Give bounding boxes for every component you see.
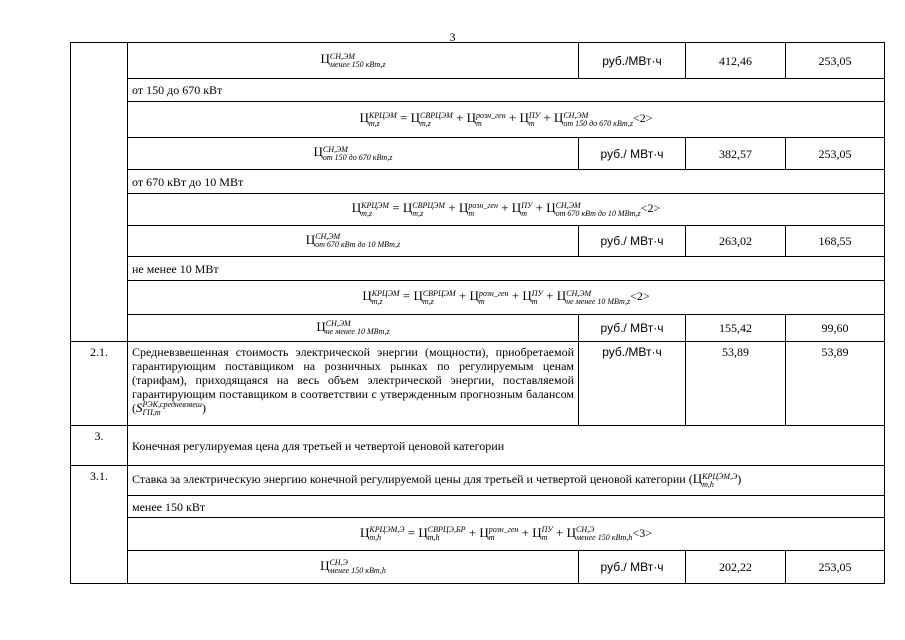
table-row (71, 496, 885, 518)
value-2-cell: 99,60 (786, 315, 885, 342)
row-number: 2.1. (71, 342, 128, 426)
tariff-table (70, 42, 885, 584)
table-row (71, 426, 885, 466)
description-cell: Средневзвешенная стоимость электрической энергии (мощности), приобретаемой гарантирующим поставщиком на розничных рынках по регулируемым ценам (тарифам), приходящаяся на весь объем электрической энергии, поставляемой гарантирующим поставщиком в соответствии с утвержденным прогнозным балансом (S РЭК,средневзвеш ГП,m ) (128, 342, 579, 426)
section-heading: Конечная регулируемая цена для третьей и четвертой ценовой категории (128, 426, 885, 466)
value-1-cell: 202,22 (686, 551, 786, 584)
value-1-cell: 412,46 (686, 43, 786, 79)
range-label: менее 150 кВт (128, 496, 885, 518)
page-number: 3 (449, 30, 456, 44)
table-row (71, 315, 885, 342)
table-row (71, 43, 885, 79)
value-1-cell: 53,89 (686, 342, 786, 426)
formula-cell: Ц КРЦЭМ,Э m,h = Ц СВРЦЭ,БР m,h + Ц розн_ген m + Ц ПУ m + Ц СН,Э менее 150 кВт,h <3> (128, 518, 885, 551)
formula-cell: Ц КРЦЭМ m,z = Ц СВРЦЭМ m,z + Ц розн_ген m + Ц ПУ m + Ц СН,ЭМ не менее 10 МВт,z <2> (128, 281, 885, 315)
value-2-cell: 253,05 (786, 551, 885, 584)
unit-cell: руб./МВт·ч (579, 342, 686, 426)
table-row (71, 551, 885, 584)
value-2-cell: 253,05 (786, 43, 885, 79)
range-label: от 150 до 670 кВт (128, 79, 885, 102)
table-row (71, 138, 885, 170)
formula-cell: Ц СН,ЭМ от 150 до 670 кВт,z (128, 138, 579, 170)
unit-cell: руб./ МВт·ч (579, 551, 686, 584)
section-heading: Ставка за электрическую энергию конечной регулируемой цены для третьей и четвертой ценовой категории (Ц КРЦЭМ,Э m,h ) (128, 466, 885, 496)
unit-cell: руб./МВт·ч (579, 43, 686, 79)
table-row (71, 466, 885, 496)
value-1-cell: 155,42 (686, 315, 786, 342)
table-row (71, 102, 885, 138)
row-number: 3. (71, 426, 128, 466)
value-2-cell: 253,05 (786, 138, 885, 170)
table-row (71, 170, 885, 194)
table-row (71, 257, 885, 281)
value-2-cell: 168,55 (786, 226, 885, 257)
table-row (71, 194, 885, 226)
table-row (71, 342, 885, 426)
formula-tag: <2> (630, 289, 650, 304)
row-number: 3.1. (71, 466, 128, 584)
unit-cell: руб./ МВт·ч (579, 226, 686, 257)
table-row (71, 518, 885, 551)
value-1-cell: 263,02 (686, 226, 786, 257)
formula-tag: <3> (632, 525, 652, 540)
formula-cell: Ц КРЦЭМ m,z = Ц СВРЦЭМ m,z + Ц розн_ген m + Ц ПУ m + Ц СН,ЭМ от 150 до 670 кВт,z <2> (128, 102, 885, 138)
unit-cell: руб./ МВт·ч (579, 315, 686, 342)
range-label: от 670 кВт до 10 МВт (128, 170, 885, 194)
unit-cell: руб./ МВт·ч (579, 138, 686, 170)
formula-cell: Ц КРЦЭМ m,z = Ц СВРЦЭМ m,z + Ц розн_ген m + Ц ПУ m + Ц СН,ЭМ от 670 кВт до 10 МВт,z <2> (128, 194, 885, 226)
range-label: не менее 10 МВт (128, 257, 885, 281)
value-1-cell: 382,57 (686, 138, 786, 170)
formula-cell: Ц СН,ЭМ от 670 кВт до 10 МВт,z (128, 226, 579, 257)
value-2-cell: 53,89 (786, 342, 885, 426)
formula-tag: <2> (640, 201, 661, 216)
table-row (71, 226, 885, 257)
formula-cell: Ц СН,ЭМ не менее 10 МВт,z (128, 315, 579, 342)
formula-cell: Ц СН,Э менее 150 кВт,h (128, 551, 579, 584)
table-row (71, 79, 885, 102)
formula-tag: <2> (632, 111, 653, 126)
row-number-cell (71, 43, 128, 342)
formula-cell: Ц СН,ЭМ менее 150 кВт,z (128, 43, 579, 79)
table-row (71, 281, 885, 315)
